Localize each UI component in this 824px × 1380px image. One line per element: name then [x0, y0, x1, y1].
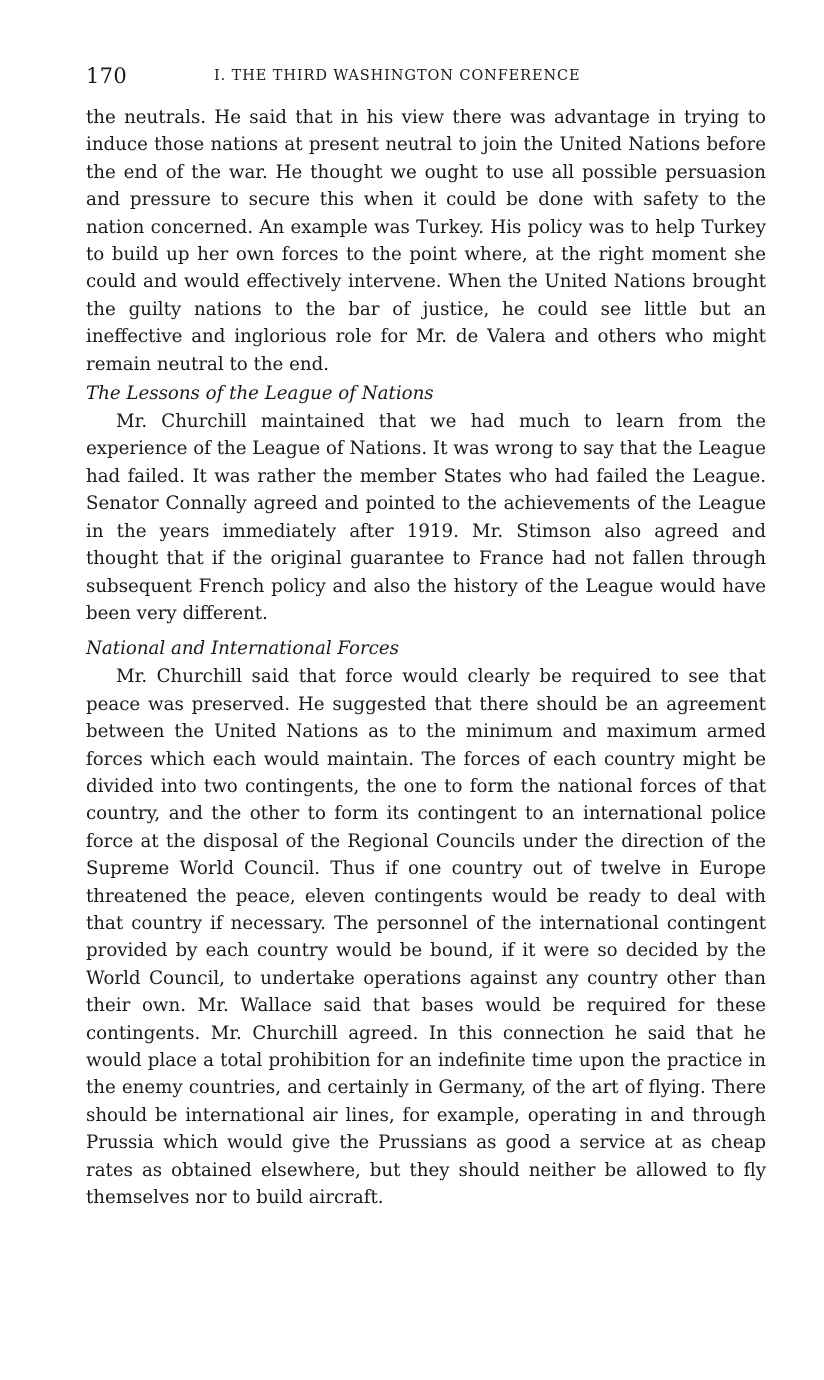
page-number: 170 — [86, 64, 127, 88]
body-paragraph-forces: Mr. Churchill said that force would clearly be required to see that peace was preserved. He suggested that there should be an agreement between the United Nations as to the minimum and maximum armed forces which each would maintain. The forces of each country might be divided into two contingents, the one to form the national forces of that country, and the other to form its contingent to an international police force at the disposal of the Regional Councils under the direction of the Supreme World Council. Thus if one country out of twelve in Europe threatened the peace, eleven contingents would be ready to deal with that country if necessary. The personnel of the international contingent provided by each country would be bound, if it were so decided by the World Council, to undertake operations against any country other than their own. Mr. Wallace said that bases would be required for these contingents. Mr. Churchill agreed. In this connection he said that he would place a total prohibition for an indefinite time upon the practice in the enemy countries, and certainly in Germany, of the art of flying. There should be international air lines, for example, operating in and through Prussia which would give the Prussians as good a service at as cheap rates as obtained elsewhere, but they should neither be allowed to fly themselves nor to build aircraft. — [86, 666, 766, 1209]
page-header — [86, 60, 766, 94]
section-spacer — [86, 627, 766, 633]
running-head: I. THE THIRD WASHINGTON CONFERENCE — [214, 68, 581, 84]
section-heading-league-lessons: The Lessons of the League of Nations — [86, 383, 434, 405]
body-paragraph-league-lessons: Mr. Churchill maintained that we had much to learn from the experience of the League of Nations. It was wrong to say that the League had failed. It was rather the member States who had failed the League. Senator Connally agreed and pointed to the achievements of the League in the years immediately after 1919. Mr. Stimson also agreed and thought that if the original guarantee to France had not fallen through subsequent French policy and also the history of the League would have been very different. — [86, 411, 766, 624]
body-paragraph-continued: the neutrals. He said that in his view there was advantage in trying to induce those nations at present neutral to join the United Nations before the end of the war. He thought we ought to use all possible persuasion and pressure to secure this when it could be done with safety to the nation concerned. An example was Turkey. His policy was to help Turkey to build up her own forces to the point where, at the right moment she could and would effectively intervene. When the United Nations brought the guilty nations to the bar of justice, he could see little but an ineffective and inglorious role for Mr. de Valera and others who might remain neutral to the end. — [86, 107, 766, 375]
document-page — [86, 60, 766, 1211]
section-heading-forces: National and International Forces — [86, 638, 399, 660]
